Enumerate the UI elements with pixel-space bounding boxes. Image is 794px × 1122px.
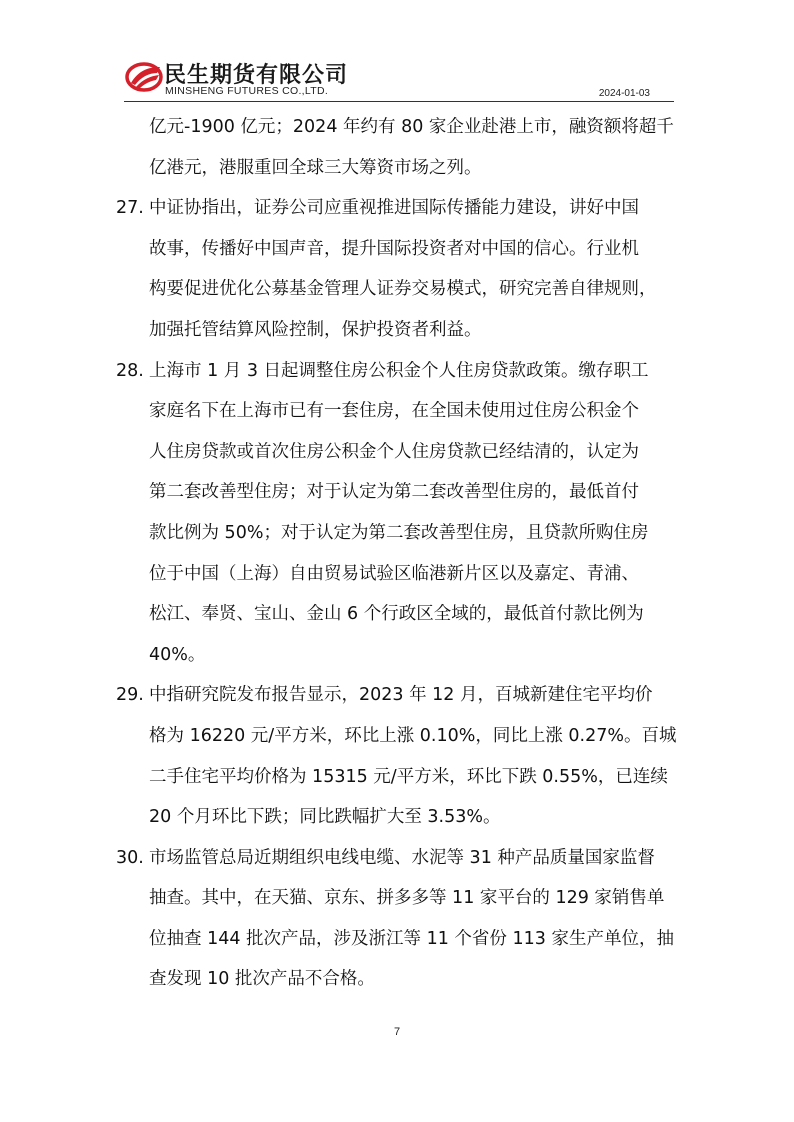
- text-line: 格为 16220 元/平方米，环比上涨 0.10%，同比上涨 0.27%。百城: [149, 725, 677, 746]
- text-line: 亿港元，港服重回全球三大筹资市场之列。: [149, 157, 482, 178]
- text-line: 二手住宅平均价格为 15315 元/平方米，环比下跌 0.55%，已连续: [149, 766, 668, 787]
- text-line: 故事，传播好中国声音，提升国际投资者对中国的信心。行业机: [149, 238, 639, 259]
- page-header: [124, 54, 674, 104]
- news-item-30: [116, 838, 676, 1000]
- text-line: 中指研究院发布报告显示，2023 年 12 月，百城新建住宅平均价: [149, 685, 653, 706]
- news-item-28: [116, 351, 676, 676]
- header-date: 2024-01-03: [598, 88, 650, 99]
- news-item-27: [116, 188, 676, 350]
- item-number: 27.: [116, 198, 144, 219]
- text-line: 位于中国（上海）自由贸易试验区临港新片区以及嘉定、青浦、: [149, 563, 639, 584]
- text-line: 第二套改善型住房；对于认定为第二套改善型住房的，最低首付: [149, 482, 639, 503]
- company-name-en: MINSHENG FUTURES CO.,LTD.: [165, 85, 329, 97]
- item-number: 29.: [116, 685, 144, 706]
- text-line: 家庭名下在上海市已有一套住房，在全国未使用过住房公积金个: [149, 401, 639, 422]
- item-number: 28.: [116, 360, 144, 381]
- text-line: 款比例为 50%；对于认定为第二套改善型住房，且贷款所购住房: [149, 522, 649, 543]
- text-line: 人住房贷款或首次住房公积金个人住房贷款已经结清的，认定为: [149, 441, 639, 462]
- text-line: 加强托管结算风险控制，保护投资者利益。: [149, 319, 482, 340]
- header-divider: [124, 101, 674, 102]
- text-line: 20 个月环比下跌；同比跌幅扩大至 3.53%。: [149, 807, 501, 828]
- company-name-cn: 民生期货有限公司: [164, 63, 349, 88]
- text-line: 位抽查 144 批次产品，涉及浙江等 11 个省份 113 家生产单位，抽: [149, 928, 674, 949]
- text-line: 查发现 10 批次产品不合格。: [149, 969, 375, 990]
- text-line: 抽查。其中，在天猫、京东、拼多多等 11 家平台的 129 家销售单: [149, 888, 665, 909]
- text-line: 40%。: [149, 644, 206, 665]
- item-number: 30.: [116, 847, 144, 868]
- page-number: 7: [393, 1026, 401, 1038]
- text-line: 松江、奉贤、宝山、金山 6 个行政区全域的，最低首付款比例为: [149, 604, 644, 625]
- news-item-29: [116, 675, 676, 837]
- text-line: 构要促进优化公募基金管理人证券交易模式，研究完善自律规则，: [149, 279, 657, 300]
- text-line: 中证协指出，证券公司应重视推进国际传播能力建设，讲好中国: [149, 198, 639, 219]
- document-body: [116, 107, 676, 1000]
- company-logo-icon: [124, 58, 164, 94]
- text-line: 上海市 1 月 3 日起调整住房公积金个人住房贷款政策。缴存职工: [149, 360, 649, 381]
- text-line: 亿元-1900 亿元；2024 年约有 80 家企业赴港上市，融资额将超千: [149, 117, 674, 137]
- text-line: 市场监管总局近期组织电线电缆、水泥等 31 种产品质量国家监督: [149, 847, 655, 868]
- paragraph-continued: [116, 107, 676, 188]
